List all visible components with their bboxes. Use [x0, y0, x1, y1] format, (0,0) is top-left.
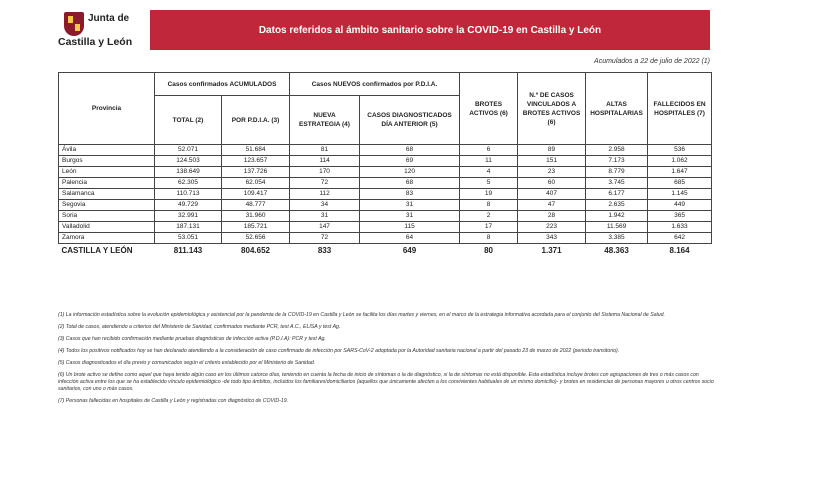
table-row [59, 145, 712, 156]
cell-altas: 6.177 [586, 189, 648, 200]
cell-brotes: 4 [460, 167, 518, 178]
cell-altas: 8.779 [586, 167, 648, 178]
cell-nueva: 34 [290, 200, 360, 211]
cell-fallecidos: 685 [648, 178, 712, 189]
cell-pdia: 31.960 [222, 211, 290, 222]
col-header-nueva: NUEVA ESTRATEGIA (4) [290, 96, 360, 145]
cell-altas: 7.173 [586, 156, 648, 167]
total-provincia: CASTILLA Y LEÓN [61, 246, 133, 255]
cell-vinculados: 223 [518, 222, 586, 233]
cell-fallecidos: 1.633 [648, 222, 712, 233]
cell-altas: 2.635 [586, 200, 648, 211]
cell-vinculados: 60 [518, 178, 586, 189]
cell-provincia: Soria [59, 211, 155, 222]
cell-nueva: 114 [290, 156, 360, 167]
cell-vinculados: 28 [518, 211, 586, 222]
table-row [59, 211, 712, 222]
col-header-diag: CASOS DIAGNOSTICADOS DÍA ANTERIOR (5) [360, 96, 460, 145]
group-header-accumulated: Casos confirmados ACUMULADOS [155, 73, 290, 96]
cell-brotes: 17 [460, 222, 518, 233]
footnote: (3) Casos que han recibido confirmación mediante pruebas diagnósticas de infección activa (P.D.I.A): PCR y test Ag. [58, 335, 326, 342]
cell-nueva: 72 [290, 233, 360, 244]
cell-altas: 2.958 [586, 145, 648, 156]
cell-nueva: 147 [290, 222, 360, 233]
cell-diag: 64 [360, 233, 460, 244]
total-brotes: 80 [484, 246, 493, 255]
cell-altas: 3.745 [586, 178, 648, 189]
cell-pdia: 137.726 [222, 167, 290, 178]
logo-line2: Castilla y León [58, 36, 133, 48]
cell-vinculados: 47 [518, 200, 586, 211]
cell-brotes: 5 [460, 178, 518, 189]
cell-brotes: 8 [460, 233, 518, 244]
total-nueva: 833 [317, 246, 332, 255]
cell-total: 49.729 [155, 200, 222, 211]
cell-fallecidos: 1.062 [648, 156, 712, 167]
cell-pdia: 109.417 [222, 189, 290, 200]
total-total: 811.143 [173, 246, 203, 255]
cell-vinculados: 343 [518, 233, 586, 244]
cell-diag: 115 [360, 222, 460, 233]
coat-of-arms-icon [64, 12, 84, 36]
group-header-new: Casos NUEVOS confirmados por P.D.I.A. [290, 73, 460, 96]
cell-pdia: 51.684 [222, 145, 290, 156]
total-diag: 649 [402, 246, 417, 255]
footnote: (5) Casos diagnosticados el día previo y comunicados según el criterio establecido por el Ministerio de Sanidad. [58, 359, 316, 366]
cell-brotes: 11 [460, 156, 518, 167]
cell-fallecidos: 365 [648, 211, 712, 222]
cell-vinculados: 151 [518, 156, 586, 167]
cell-diag: 68 [360, 145, 460, 156]
table-row [59, 222, 712, 233]
covid-table [58, 72, 712, 257]
cell-vinculados: 407 [518, 189, 586, 200]
cell-altas: 3.385 [586, 233, 648, 244]
date-note: Acumulados a 22 de julio de 2022 (1) [594, 58, 710, 65]
cell-diag: 83 [360, 189, 460, 200]
cell-vinculados: 89 [518, 145, 586, 156]
footnote: (2) Total de casos, atendiendo a criterios del Ministerio de Sanidad, confirmados mediante PCR, test A.C., ELISA y test Ag. [58, 323, 341, 330]
logo-line1: Junta de [88, 13, 130, 24]
cell-diag: 31 [360, 200, 460, 211]
cell-provincia: Salamanca [59, 189, 155, 200]
col-header-provincia: Provincia [59, 73, 155, 145]
cell-diag: 120 [360, 167, 460, 178]
cell-pdia: 62.054 [222, 178, 290, 189]
cell-provincia: Segovia [59, 200, 155, 211]
cell-fallecidos: 449 [648, 200, 712, 211]
table-row [59, 200, 712, 211]
cell-provincia: Valladolid [59, 222, 155, 233]
footnote: (1) La información estadística sobre la evolución epidemiológica y asistencial por la pandemia de la COVID-19 en Castilla y León se facilita los días martes y viernes, en el marco de la estrategia informativa acordada para el conjunto del Sistema Nacional de Salud. [58, 312, 665, 318]
cell-diag: 68 [360, 178, 460, 189]
table-row [59, 189, 712, 200]
table-row [59, 233, 712, 244]
col-header-brotes: BROTES ACTIVOS (6) [460, 73, 518, 145]
cell-provincia: Burgos [59, 156, 155, 167]
cell-brotes: 6 [460, 145, 518, 156]
cell-total: 62.305 [155, 178, 222, 189]
cell-provincia: León [59, 167, 155, 178]
cell-total: 53.051 [155, 233, 222, 244]
col-header-pdia: POR P.D.I.A. (3) [222, 96, 290, 145]
cell-brotes: 8 [460, 200, 518, 211]
total-row [59, 244, 712, 258]
cell-pdia: 123.657 [222, 156, 290, 167]
footnote: (6) Un brote activo se define como aquel que haya tenido algún caso en los últimos catorce días, teniendo en cuenta la fecha de inicio de síntomas o la de diagnóstico, si la de síntomas no está disponible. Esta estadística incluye brotes con agrupaciones de tres o más casos con infección activa entre los que se ha establecido vínculo epidemiológico -de todo tipo ámbitos, incluidos los familiares/domiciliarios (aquellos que únicamente afecten a los convivientes habituales de un mismo domicilio)- y brotes en residencias de personas mayores u otros centros socio sanitarios, con uno o más casos. [58, 371, 714, 393]
table-row [59, 156, 712, 167]
cell-pdia: 48.777 [222, 200, 290, 211]
total-altas: 48.363 [604, 246, 629, 255]
col-header-total: TOTAL (2) [155, 96, 222, 145]
cell-brotes: 19 [460, 189, 518, 200]
cell-total: 110.713 [155, 189, 222, 200]
footnotes [58, 312, 718, 410]
cell-pdia: 185.721 [222, 222, 290, 233]
cell-total: 138.649 [155, 167, 222, 178]
cell-fallecidos: 1.145 [648, 189, 712, 200]
col-header-vinculados: N.º DE CASOS VINCULADOS A BROTES ACTIVOS (6) [518, 73, 586, 145]
cell-nueva: 81 [290, 145, 360, 156]
cell-fallecidos: 642 [648, 233, 712, 244]
footnote: (4) Todos los positivos notificados hoy se han declarado atendiendo a la consideración de caso confirmado de infección por SARS-CoV-2 adoptada por la Autoridad sanitaria nacional a partir del pasado 23 de marzo de 2022 (periodo transitorio). [58, 347, 620, 354]
cell-diag: 69 [360, 156, 460, 167]
cell-total: 124.503 [155, 156, 222, 167]
cell-provincia: Palencia [59, 178, 155, 189]
cell-nueva: 170 [290, 167, 360, 178]
cell-fallecidos: 536 [648, 145, 712, 156]
total-vinculados: 1.371 [541, 246, 562, 255]
cell-vinculados: 23 [518, 167, 586, 178]
cell-fallecidos: 1.647 [648, 167, 712, 178]
footnote: (7) Personas fallecidas en hospitales de Castilla y León y registradas con diagnóstico de COVID-19. [58, 398, 289, 405]
cell-total: 52.071 [155, 145, 222, 156]
cell-altas: 11.569 [586, 222, 648, 233]
cell-diag: 31 [360, 211, 460, 222]
cell-altas: 1.942 [586, 211, 648, 222]
table-row [59, 178, 712, 189]
cell-provincia: Ávila [59, 145, 155, 156]
cell-nueva: 72 [290, 178, 360, 189]
total-pdia: 804.652 [241, 246, 270, 255]
cell-pdia: 52.656 [222, 233, 290, 244]
total-fallecidos: 8.164 [669, 246, 690, 255]
banner-title: Datos referidos al ámbito sanitario sobre la COVID-19 en Castilla y León [150, 10, 710, 50]
cell-provincia: Zamora [59, 233, 155, 244]
cell-nueva: 112 [290, 189, 360, 200]
col-header-altas: ALTAS HOSPITALARIAS [586, 73, 648, 145]
cell-total: 32.991 [155, 211, 222, 222]
cell-brotes: 2 [460, 211, 518, 222]
col-header-fallecidos: FALLECIDOS EN HOSPITALES (7) [648, 73, 712, 145]
cell-total: 187.131 [155, 222, 222, 233]
cell-nueva: 31 [290, 211, 360, 222]
table-row [59, 167, 712, 178]
junta-logo [58, 12, 148, 54]
